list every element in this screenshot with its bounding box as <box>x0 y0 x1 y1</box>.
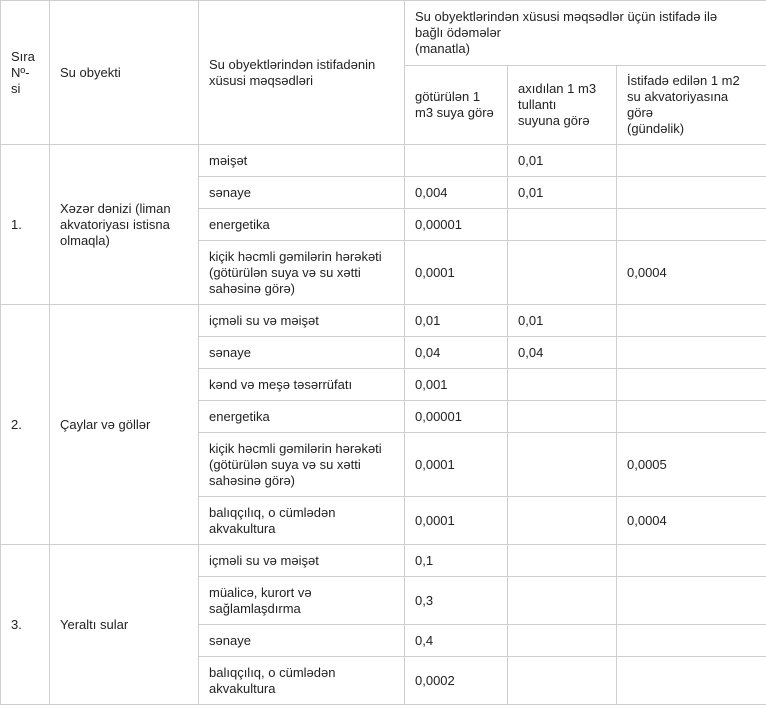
withdrawn-cell: 0,4 <box>405 625 508 657</box>
discharged-cell <box>508 625 617 657</box>
header-special-purposes: Su obyektlərindən istifadənin xüsusi məqsədləri <box>199 1 405 145</box>
header-water-object: Su obyekti <box>50 1 199 145</box>
header-used-water-area: İstifadə edilən 1 m2 su akvatoriyasına görə (gündəlik) <box>617 66 766 145</box>
purpose-cell: energetika <box>199 401 405 433</box>
header-payments-group: Su obyektlərindən xüsusi məqsədlər üçün istifadə ilə bağlı ödəmələr (manatla) <box>405 1 766 66</box>
withdrawn-cell: 0,0002 <box>405 657 508 705</box>
discharged-cell <box>508 209 617 241</box>
withdrawn-cell: 0,3 <box>405 577 508 625</box>
discharged-cell <box>508 577 617 625</box>
area-cell: 0,0005 <box>617 433 766 497</box>
withdrawn-cell: 0,01 <box>405 305 508 337</box>
area-cell <box>617 337 766 369</box>
withdrawn-cell: 0,00001 <box>405 401 508 433</box>
withdrawn-cell: 0,001 <box>405 369 508 401</box>
area-cell <box>617 625 766 657</box>
purpose-cell: sənaye <box>199 625 405 657</box>
withdrawn-cell: 0,0001 <box>405 433 508 497</box>
purpose-cell: kənd və meşə təsərrüfatı <box>199 369 405 401</box>
discharged-cell <box>508 401 617 433</box>
area-cell <box>617 545 766 577</box>
discharged-cell <box>508 241 617 305</box>
header-withdrawn-water: götürülən 1 m3 suya görə <box>405 66 508 145</box>
area-cell <box>617 657 766 705</box>
area-cell <box>617 577 766 625</box>
purpose-cell: müalicə, kurort və sağlamlaşdırma <box>199 577 405 625</box>
discharged-cell: 0,01 <box>508 145 617 177</box>
withdrawn-cell: 0,0001 <box>405 497 508 545</box>
discharged-cell: 0,01 <box>508 305 617 337</box>
purpose-cell: içməli su və məişət <box>199 305 405 337</box>
purpose-cell: kiçik həcmli gəmilərin hərəkəti (götürülən suya və su xətti sahəsinə görə) <box>199 433 405 497</box>
discharged-cell <box>508 369 617 401</box>
purpose-cell: içməli su və məişət <box>199 545 405 577</box>
table-row <box>1 145 766 177</box>
discharged-cell <box>508 497 617 545</box>
discharged-cell <box>508 545 617 577</box>
withdrawn-cell: 0,1 <box>405 545 508 577</box>
purpose-cell: energetika <box>199 209 405 241</box>
purpose-cell: sənaye <box>199 337 405 369</box>
table-row <box>1 545 766 577</box>
area-cell: 0,0004 <box>617 241 766 305</box>
purpose-cell: məişət <box>199 145 405 177</box>
withdrawn-cell: 0,00001 <box>405 209 508 241</box>
withdrawn-cell: 0,004 <box>405 177 508 209</box>
discharged-cell: 0,04 <box>508 337 617 369</box>
area-cell <box>617 305 766 337</box>
water-object-cell: Çaylar və göllər <box>50 305 199 545</box>
purpose-cell: sənaye <box>199 177 405 209</box>
area-cell <box>617 401 766 433</box>
withdrawn-cell: 0,04 <box>405 337 508 369</box>
withdrawn-cell: 0,0001 <box>405 241 508 305</box>
row-number-cell: 3. <box>1 545 50 705</box>
header-discharged-wastewater: axıdılan 1 m3 tullantı suyuna görə <box>508 66 617 145</box>
water-object-cell: Xəzər dənizi (liman akvatoriyası istisna olmaqla) <box>50 145 199 305</box>
withdrawn-cell <box>405 145 508 177</box>
area-cell <box>617 145 766 177</box>
purpose-cell: balıqçılıq, o cümlədən akvakultura <box>199 497 405 545</box>
purpose-cell: balıqçılıq, o cümlədən akvakultura <box>199 657 405 705</box>
discharged-cell <box>508 657 617 705</box>
water-object-cell: Yeraltı sular <box>50 545 199 705</box>
discharged-cell <box>508 433 617 497</box>
area-cell <box>617 369 766 401</box>
row-number-cell: 1. <box>1 145 50 305</box>
table-row <box>1 305 766 337</box>
row-number-cell: 2. <box>1 305 50 545</box>
purpose-cell: kiçik həcmli gəmilərin hərəkəti (götürülən suya və su xətti sahəsinə görə) <box>199 241 405 305</box>
discharged-cell: 0,01 <box>508 177 617 209</box>
header-row-number: Sıra Nº- si <box>1 1 50 145</box>
area-cell <box>617 209 766 241</box>
area-cell: 0,0004 <box>617 497 766 545</box>
area-cell <box>617 177 766 209</box>
